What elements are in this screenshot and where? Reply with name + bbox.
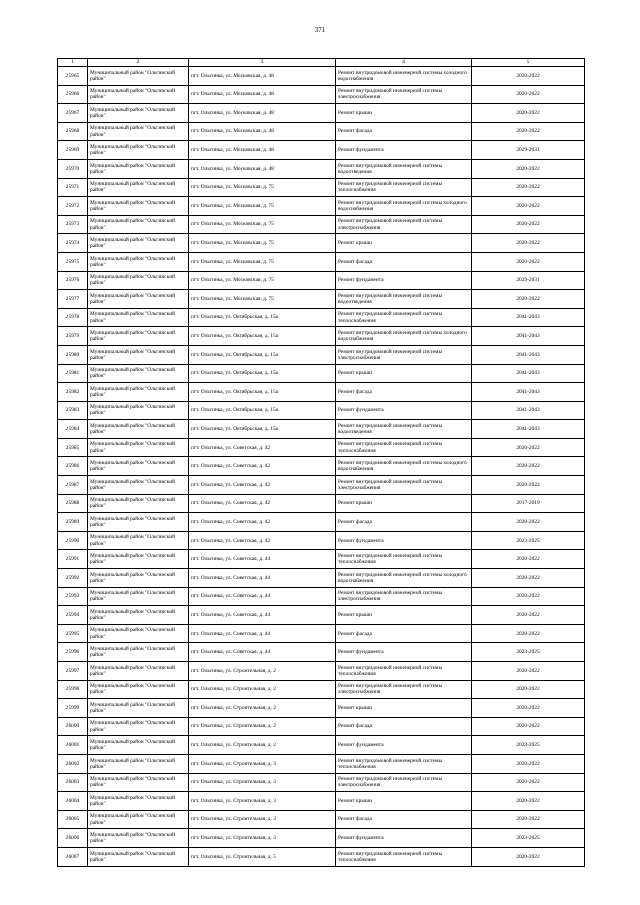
header-col-5: 5 xyxy=(472,59,585,67)
period-cell: 2029-2031 xyxy=(472,271,585,290)
work-type-cell: Ремонт внутридомовой инженерной системы водоотведения xyxy=(336,290,472,309)
page-number: 371 xyxy=(314,26,326,34)
row-number: 25970 xyxy=(58,159,88,178)
table-row xyxy=(58,234,585,253)
address-cell: пгт. Ольгинка, ул. Московская, д. 75 xyxy=(189,290,336,309)
row-number: 25969 xyxy=(58,141,88,160)
row-number: 25994 xyxy=(58,606,88,625)
municipality-cell: Муниципальный район "Ольгинский район" xyxy=(88,829,189,848)
work-type-cell: Ремонт внутридомовой инженерной системы теплоснабжения xyxy=(336,178,472,197)
row-number: 26007 xyxy=(58,847,88,866)
row-number: 25972 xyxy=(58,197,88,216)
table-body xyxy=(58,67,585,867)
municipality-cell: Муниципальный район "Ольгинский район" xyxy=(88,457,189,476)
row-number: 25974 xyxy=(58,234,88,253)
municipality-cell: Муниципальный район "Ольгинский район" xyxy=(88,290,189,309)
period-cell: 2023-2025 xyxy=(472,736,585,755)
municipality-cell: Муниципальный район "Ольгинский район" xyxy=(88,364,189,383)
work-type-cell: Ремонт внутридомовой инженерной системы водоотведения xyxy=(336,420,472,439)
work-type-cell: Ремонт внутридомовой инженерной системы электроснабжения xyxy=(336,215,472,234)
row-number: 25965 xyxy=(58,67,88,86)
address-cell: пгт. Ольгинка, ул. Строительная, д. 2 xyxy=(189,736,336,755)
period-cell: 2020-2022 xyxy=(472,662,585,681)
table-row xyxy=(58,624,585,643)
table-row xyxy=(58,178,585,197)
period-cell: 2023-2025 xyxy=(472,829,585,848)
period-cell: 2020-2022 xyxy=(472,717,585,736)
work-type-cell: Ремонт фундамента xyxy=(336,141,472,160)
municipality-cell: Муниципальный район "Ольгинский район" xyxy=(88,717,189,736)
table-row xyxy=(58,643,585,662)
period-cell: 2020-2022 xyxy=(472,550,585,569)
work-type-cell: Ремонт фундамента xyxy=(336,736,472,755)
row-number: 26005 xyxy=(58,810,88,829)
row-number: 25987 xyxy=(58,476,88,495)
period-cell: 2020-2022 xyxy=(472,178,585,197)
period-cell: 2020-2022 xyxy=(472,569,585,588)
work-type-cell: Ремонт внутридомовой инженерной системы электроснабжения xyxy=(336,476,472,495)
table-row xyxy=(58,290,585,309)
address-cell: пгт. Ольгинка, ул. Строительная, д. 3 xyxy=(189,754,336,773)
address-cell: пгт. Ольгинка, ул. Октябрьская, д. 15а xyxy=(189,327,336,346)
period-cell: 2020-2022 xyxy=(472,215,585,234)
work-type-cell: Ремонт крыши xyxy=(336,234,472,253)
address-cell: пгт. Ольгинка, ул. Московская, д. 48 xyxy=(189,104,336,123)
table-row xyxy=(58,364,585,383)
period-cell: 2020-2022 xyxy=(472,587,585,606)
row-number: 26000 xyxy=(58,717,88,736)
municipality-cell: Муниципальный район "Ольгинский район" xyxy=(88,141,189,160)
address-cell: пгт. Ольгинка, ул. Советская, д. 42 xyxy=(189,476,336,495)
row-number: 26004 xyxy=(58,792,88,811)
table-row xyxy=(58,569,585,588)
address-cell: пгт. Ольгинка, ул. Московская, д. 48 xyxy=(189,122,336,141)
table-row xyxy=(58,680,585,699)
row-number: 25979 xyxy=(58,327,88,346)
municipality-cell: Муниципальный район "Ольгинский район" xyxy=(88,234,189,253)
address-cell: пгт. Ольгинка, ул. Октябрьская, д. 15а xyxy=(189,364,336,383)
row-number: 25973 xyxy=(58,215,88,234)
period-cell: 2041-2043 xyxy=(472,364,585,383)
work-type-cell: Ремонт внутридомовой инженерной системы холодного водоснабжения xyxy=(336,569,472,588)
row-number: 25988 xyxy=(58,494,88,513)
row-number: 26003 xyxy=(58,773,88,792)
row-number: 25978 xyxy=(58,308,88,327)
period-cell: 2017-2019 xyxy=(472,494,585,513)
row-number: 25998 xyxy=(58,680,88,699)
table-header xyxy=(58,59,585,67)
work-type-cell: Ремонт крыши xyxy=(336,699,472,718)
work-type-cell: Ремонт фундамента xyxy=(336,531,472,550)
address-cell: пгт. Ольгинка, ул. Московская, д. 75 xyxy=(189,178,336,197)
work-type-cell: Ремонт внутридомовой инженерной системы холодного водоснабжения xyxy=(336,67,472,86)
address-cell: пгт. Ольгинка, ул. Октябрьская, д. 15а xyxy=(189,345,336,364)
address-cell: пгт. Ольгинка, ул. Московская, д. 75 xyxy=(189,271,336,290)
period-cell: 2020-2022 xyxy=(472,197,585,216)
municipality-cell: Муниципальный район "Ольгинский район" xyxy=(88,736,189,755)
period-cell: 2041-2043 xyxy=(472,420,585,439)
address-cell: пгт. Ольгинка, ул. Октябрьская, д. 15а xyxy=(189,308,336,327)
row-number: 25991 xyxy=(58,550,88,569)
municipality-cell: Муниципальный район "Ольгинский район" xyxy=(88,513,189,532)
period-cell: 2020-2022 xyxy=(472,290,585,309)
work-type-cell: Ремонт крыши xyxy=(336,364,472,383)
address-cell: пгт. Ольгинка, ул. Советская, д. 44 xyxy=(189,643,336,662)
row-number: 25982 xyxy=(58,383,88,402)
address-cell: пгт. Ольгинка, ул. Московская, д. 48 xyxy=(189,141,336,160)
table-row xyxy=(58,531,585,550)
address-cell: пгт. Ольгинка, ул. Строительная, д. 3 xyxy=(189,829,336,848)
address-cell: пгт. Ольгинка, ул. Советская, д. 42 xyxy=(189,457,336,476)
address-cell: пгт. Ольгинка, ул. Советская, д. 44 xyxy=(189,587,336,606)
work-type-cell: Ремонт внутридомовой инженерной системы электроснабжения xyxy=(336,345,472,364)
table-row xyxy=(58,420,585,439)
period-cell: 2020-2022 xyxy=(472,159,585,178)
period-cell: 2023-2025 xyxy=(472,531,585,550)
table-row xyxy=(58,104,585,123)
municipality-cell: Муниципальный район "Ольгинский район" xyxy=(88,754,189,773)
period-cell: 2020-2022 xyxy=(472,122,585,141)
period-cell: 2020-2022 xyxy=(472,773,585,792)
work-type-cell: Ремонт крыши xyxy=(336,494,472,513)
municipality-cell: Муниципальный район "Ольгинский район" xyxy=(88,178,189,197)
address-cell: пгт. Ольгинка, ул. Советская, д. 44 xyxy=(189,550,336,569)
header-col-2: 2 xyxy=(88,59,189,67)
municipality-cell: Муниципальный район "Ольгинский район" xyxy=(88,494,189,513)
municipality-cell: Муниципальный район "Ольгинский район" xyxy=(88,420,189,439)
row-number: 26002 xyxy=(58,754,88,773)
municipality-cell: Муниципальный район "Ольгинский район" xyxy=(88,104,189,123)
table-row xyxy=(58,494,585,513)
address-cell: пгт. Ольгинка, ул. Строительная, д. 2 xyxy=(189,717,336,736)
period-cell: 2020-2022 xyxy=(472,624,585,643)
row-number: 25996 xyxy=(58,643,88,662)
period-cell: 2020-2022 xyxy=(472,234,585,253)
header-col-3: 3 xyxy=(189,59,336,67)
work-type-cell: Ремонт внутридомовой инженерной системы теплоснабжения xyxy=(336,308,472,327)
row-number: 25976 xyxy=(58,271,88,290)
work-type-cell: Ремонт внутридомовой инженерной системы теплоснабжения xyxy=(336,847,472,866)
header-row xyxy=(58,59,585,67)
header-col-4: 4 xyxy=(336,59,472,67)
row-number: 25975 xyxy=(58,252,88,271)
work-type-cell: Ремонт фасада xyxy=(336,624,472,643)
municipality-cell: Муниципальный район "Ольгинский район" xyxy=(88,531,189,550)
table-row xyxy=(58,662,585,681)
municipality-cell: Муниципальный район "Ольгинский район" xyxy=(88,569,189,588)
table-row xyxy=(58,587,585,606)
period-cell: 2020-2022 xyxy=(472,792,585,811)
table-row xyxy=(58,345,585,364)
work-type-cell: Ремонт внутридомовой инженерной системы холодного водоснабжения xyxy=(336,197,472,216)
period-cell: 2020-2022 xyxy=(472,438,585,457)
table-row xyxy=(58,476,585,495)
period-cell: 2020-2022 xyxy=(472,680,585,699)
municipality-cell: Муниципальный район "Ольгинский район" xyxy=(88,197,189,216)
address-cell: пгт. Ольгинка, ул. Советская, д. 44 xyxy=(189,606,336,625)
period-cell: 2029-2031 xyxy=(472,141,585,160)
address-cell: пгт. Ольгинка, ул. Октябрьская, д. 15а xyxy=(189,420,336,439)
address-cell: пгт. Ольгинка, ул. Советская, д. 42 xyxy=(189,494,336,513)
address-cell: пгт. Ольгинка, ул. Строительная, д. 3 xyxy=(189,810,336,829)
work-type-cell: Ремонт фасада xyxy=(336,810,472,829)
row-number: 25992 xyxy=(58,569,88,588)
table-row xyxy=(58,717,585,736)
work-type-cell: Ремонт внутридомовой инженерной системы холодного водоснабжения xyxy=(336,327,472,346)
work-type-cell: Ремонт крыши xyxy=(336,792,472,811)
table-row xyxy=(58,829,585,848)
table-row xyxy=(58,401,585,420)
period-cell: 2041-2043 xyxy=(472,345,585,364)
table-row xyxy=(58,308,585,327)
period-cell: 2041-2043 xyxy=(472,308,585,327)
work-type-cell: Ремонт фундамента xyxy=(336,643,472,662)
address-cell: пгт. Ольгинка, ул. Строительная, д. 5 xyxy=(189,847,336,866)
table-row xyxy=(58,457,585,476)
municipality-cell: Муниципальный район "Ольгинский район" xyxy=(88,85,189,104)
table-row xyxy=(58,141,585,160)
municipality-cell: Муниципальный район "Ольгинский район" xyxy=(88,476,189,495)
period-cell: 2020-2022 xyxy=(472,513,585,532)
table-row xyxy=(58,606,585,625)
period-cell: 2020-2022 xyxy=(472,252,585,271)
municipality-cell: Муниципальный район "Ольгинский район" xyxy=(88,643,189,662)
period-cell: 2041-2043 xyxy=(472,383,585,402)
municipality-cell: Муниципальный район "Ольгинский район" xyxy=(88,624,189,643)
municipality-cell: Муниципальный район "Ольгинский район" xyxy=(88,383,189,402)
municipality-cell: Муниципальный район "Ольгинский район" xyxy=(88,159,189,178)
address-cell: пгт. Ольгинка, ул. Московская, д. 48 xyxy=(189,85,336,104)
table-row xyxy=(58,754,585,773)
table-row xyxy=(58,383,585,402)
table-row xyxy=(58,271,585,290)
work-type-cell: Ремонт внутридомовой инженерной системы электроснабжения xyxy=(336,85,472,104)
municipality-cell: Муниципальный район "Ольгинский район" xyxy=(88,215,189,234)
address-cell: пгт. Ольгинка, ул. Советская, д. 42 xyxy=(189,531,336,550)
work-type-cell: Ремонт внутридомовой инженерной системы холодного водоснабжения xyxy=(336,457,472,476)
table-row xyxy=(58,438,585,457)
row-number: 25997 xyxy=(58,662,88,681)
address-cell: пгт. Ольгинка, ул. Строительная, д. 3 xyxy=(189,773,336,792)
work-type-cell: Ремонт внутридомовой инженерной системы электроснабжения xyxy=(336,773,472,792)
table-row xyxy=(58,699,585,718)
table-row xyxy=(58,773,585,792)
period-cell: 2023-2025 xyxy=(472,643,585,662)
work-type-cell: Ремонт внутридомовой инженерной системы теплоснабжения xyxy=(336,438,472,457)
period-cell: 2020-2022 xyxy=(472,476,585,495)
table-row xyxy=(58,252,585,271)
registry-table xyxy=(57,58,585,867)
row-number: 25966 xyxy=(58,85,88,104)
row-number: 25971 xyxy=(58,178,88,197)
address-cell: пгт. Ольгинка, ул. Московская, д. 75 xyxy=(189,234,336,253)
period-cell: 2020-2022 xyxy=(472,754,585,773)
table-row xyxy=(58,550,585,569)
row-number: 25985 xyxy=(58,438,88,457)
table-row xyxy=(58,792,585,811)
header-col-1: 1 xyxy=(58,59,88,67)
table-row xyxy=(58,159,585,178)
work-type-cell: Ремонт внутридомовой инженерной системы водоотведения xyxy=(336,159,472,178)
row-number: 26006 xyxy=(58,829,88,848)
municipality-cell: Муниципальный район "Ольгинский район" xyxy=(88,252,189,271)
period-cell: 2020-2022 xyxy=(472,810,585,829)
address-cell: пгт. Ольгинка, ул. Московская, д. 75 xyxy=(189,197,336,216)
table-row xyxy=(58,197,585,216)
table-row xyxy=(58,215,585,234)
municipality-cell: Муниципальный район "Ольгинский район" xyxy=(88,662,189,681)
address-cell: пгт. Ольгинка, ул. Советская, д. 42 xyxy=(189,438,336,457)
work-type-cell: Ремонт крыши xyxy=(336,104,472,123)
address-cell: пгт. Ольгинка, ул. Московская, д. 48 xyxy=(189,159,336,178)
work-type-cell: Ремонт фундамента xyxy=(336,401,472,420)
period-cell: 2020-2022 xyxy=(472,67,585,86)
address-cell: пгт. Ольгинка, ул. Строительная, д. 2 xyxy=(189,662,336,681)
address-cell: пгт. Ольгинка, ул. Советская, д. 44 xyxy=(189,569,336,588)
municipality-cell: Муниципальный район "Ольгинский район" xyxy=(88,587,189,606)
period-cell: 2041-2043 xyxy=(472,327,585,346)
municipality-cell: Муниципальный район "Ольгинский район" xyxy=(88,67,189,86)
address-cell: пгт. Ольгинка, ул. Московская, д. 75 xyxy=(189,215,336,234)
address-cell: пгт. Ольгинка, ул. Советская, д. 44 xyxy=(189,624,336,643)
work-type-cell: Ремонт внутридомовой инженерной системы электроснабжения xyxy=(336,680,472,699)
work-type-cell: Ремонт фасада xyxy=(336,383,472,402)
table-row xyxy=(58,736,585,755)
work-type-cell: Ремонт фасада xyxy=(336,717,472,736)
municipality-cell: Муниципальный район "Ольгинский район" xyxy=(88,810,189,829)
work-type-cell: Ремонт внутридомовой инженерной системы теплоснабжения xyxy=(336,754,472,773)
row-number: 25980 xyxy=(58,345,88,364)
municipality-cell: Муниципальный район "Ольгинский район" xyxy=(88,438,189,457)
municipality-cell: Муниципальный район "Ольгинский район" xyxy=(88,122,189,141)
row-number: 25977 xyxy=(58,290,88,309)
table-row xyxy=(58,327,585,346)
table-row xyxy=(58,67,585,86)
address-cell: пгт. Ольгинка, ул. Московская, д. 75 xyxy=(189,252,336,271)
table-row xyxy=(58,810,585,829)
work-type-cell: Ремонт фасада xyxy=(336,252,472,271)
row-number: 26001 xyxy=(58,736,88,755)
work-type-cell: Ремонт фундамента xyxy=(336,271,472,290)
municipality-cell: Муниципальный район "Ольгинский район" xyxy=(88,308,189,327)
row-number: 25986 xyxy=(58,457,88,476)
municipality-cell: Муниципальный район "Ольгинский район" xyxy=(88,550,189,569)
work-type-cell: Ремонт фундамента xyxy=(336,829,472,848)
municipality-cell: Муниципальный район "Ольгинский район" xyxy=(88,773,189,792)
address-cell: пгт. Ольгинка, ул. Строительная, д. 2 xyxy=(189,699,336,718)
municipality-cell: Муниципальный район "Ольгинский район" xyxy=(88,792,189,811)
work-type-cell: Ремонт крыши xyxy=(336,606,472,625)
municipality-cell: Муниципальный район "Ольгинский район" xyxy=(88,606,189,625)
row-number: 25990 xyxy=(58,531,88,550)
row-number: 25967 xyxy=(58,104,88,123)
row-number: 25999 xyxy=(58,699,88,718)
period-cell: 2020-2022 xyxy=(472,85,585,104)
work-type-cell: Ремонт внутридомовой инженерной системы теплоснабжения xyxy=(336,662,472,681)
period-cell: 2020-2022 xyxy=(472,699,585,718)
municipality-cell: Муниципальный район "Ольгинский район" xyxy=(88,345,189,364)
work-type-cell: Ремонт внутридомовой инженерной системы электроснабжения xyxy=(336,587,472,606)
municipality-cell: Муниципальный район "Ольгинский район" xyxy=(88,699,189,718)
address-cell: пгт. Ольгинка, ул. Строительная, д. 2 xyxy=(189,680,336,699)
municipality-cell: Муниципальный район "Ольгинский район" xyxy=(88,680,189,699)
row-number: 25995 xyxy=(58,624,88,643)
row-number: 25983 xyxy=(58,401,88,420)
address-cell: пгт. Ольгинка, ул. Советская, д. 42 xyxy=(189,513,336,532)
period-cell: 2020-2022 xyxy=(472,606,585,625)
work-type-cell: Ремонт внутридомовой инженерной системы теплоснабжения xyxy=(336,550,472,569)
table-row xyxy=(58,513,585,532)
row-number: 25989 xyxy=(58,513,88,532)
period-cell: 2020-2022 xyxy=(472,104,585,123)
row-number: 25968 xyxy=(58,122,88,141)
address-cell: пгт. Ольгинка, ул. Октябрьская, д. 15а xyxy=(189,383,336,402)
address-cell: пгт. Ольгинка, ул. Октябрьская, д. 15а xyxy=(189,401,336,420)
row-number: 25981 xyxy=(58,364,88,383)
table-row xyxy=(58,847,585,866)
municipality-cell: Муниципальный район "Ольгинский район" xyxy=(88,271,189,290)
municipality-cell: Муниципальный район "Ольгинский район" xyxy=(88,327,189,346)
work-type-cell: Ремонт фасада xyxy=(336,122,472,141)
address-cell: пгт. Ольгинка, ул. Строительная, д. 3 xyxy=(189,792,336,811)
municipality-cell: Муниципальный район "Ольгинский район" xyxy=(88,401,189,420)
period-cell: 2020-2022 xyxy=(472,457,585,476)
work-type-cell: Ремонт фасада xyxy=(336,513,472,532)
table-row xyxy=(58,85,585,104)
row-number: 25993 xyxy=(58,587,88,606)
address-cell: пгт. Ольгинка, ул. Московская, д. 48 xyxy=(189,67,336,86)
municipality-cell: Муниципальный район "Ольгинский район" xyxy=(88,847,189,866)
period-cell: 2020-2022 xyxy=(472,847,585,866)
row-number: 25984 xyxy=(58,420,88,439)
table-row xyxy=(58,122,585,141)
period-cell: 2041-2043 xyxy=(472,401,585,420)
